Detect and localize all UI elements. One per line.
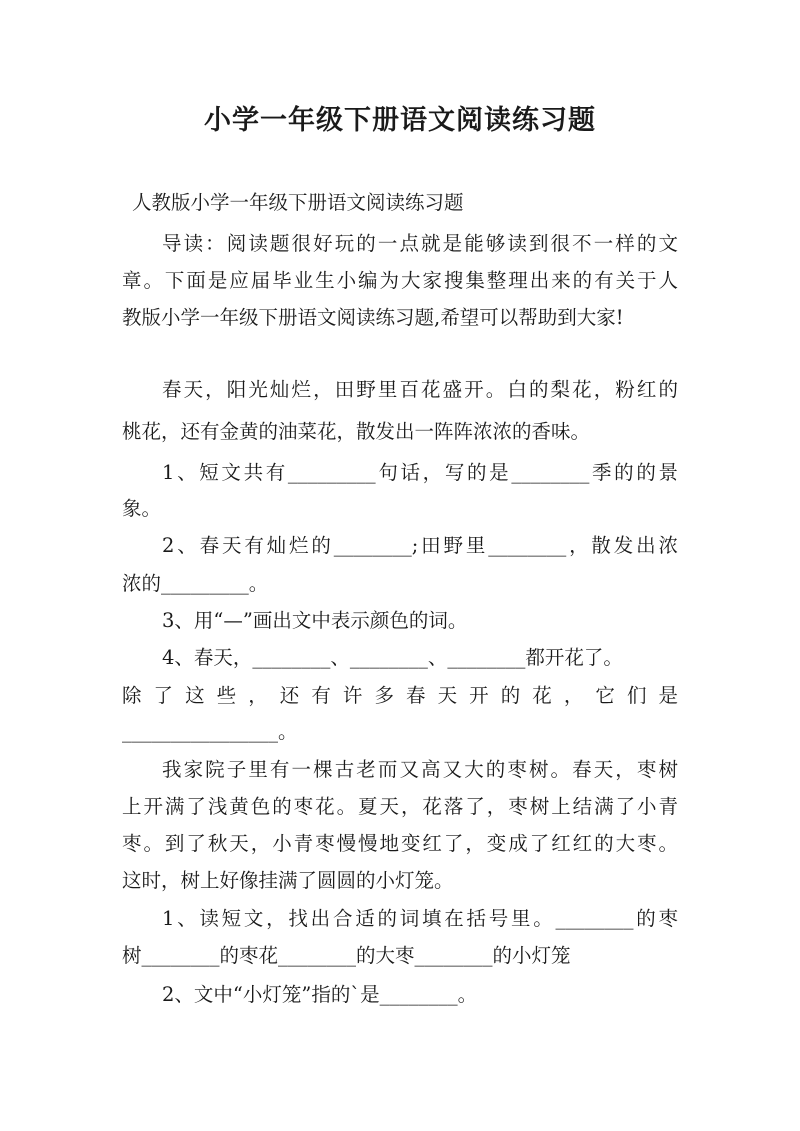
intro-line-1: 导读：阅读题很好玩的一点就是能够读到很不一样的文 <box>162 232 678 255</box>
question4-line-1: 4、春天，________、________、________都开花了。 <box>162 646 623 669</box>
question2-line-1: 2、春天有灿烂的________;田野里________，散发出浓 <box>162 534 678 557</box>
question1-line-1: 1、短文共有_________句话，写的是________季的的景 <box>162 461 678 484</box>
question2-1-line-2: 树________的枣花________的大枣________的小灯笼 <box>122 944 571 967</box>
passage1-line-2: 桃花，还有金黄的油菜花，散发出一阵阵浓浓的香味。 <box>122 420 591 443</box>
question1-line-2: 象。 <box>122 497 162 520</box>
question2-line-2: 浓的_________。 <box>122 572 269 595</box>
question3: 3、用“—”画出文中表示颜色的词。 <box>162 609 468 632</box>
question2-1-line-1: 1、读短文，找出合适的词填在括号里。________的枣 <box>162 907 678 930</box>
passage2-line-2: 上开满了浅黄色的枣花。夏天，花落了，枣树上结满了小青 <box>122 795 678 818</box>
passage2-line-3: 枣。到了秋天，小青枣慢慢地变红了，变成了红红的大枣。 <box>122 832 678 855</box>
passage2-line-1: 我家院子里有一棵古老而又高又大的枣树。春天，枣树 <box>162 758 678 781</box>
subtitle: 人教版小学一年级下册语文阅读练习题 <box>132 191 464 214</box>
question2-2: 2、文中“小灯笼”指的`是________。 <box>162 983 478 1006</box>
intro-line-2: 章。下面是应届毕业生小编为大家搜集整理出来的有关于人 <box>122 269 678 292</box>
question4-line-2: 除 了 这 些 ， 还 有 许 多 春 天 开 的 花 ， 它 们 是 <box>122 684 678 707</box>
question4-line-3: ________________。 <box>122 720 298 743</box>
intro-line-3: 教版小学一年级下册语文阅读练习题,希望可以帮助到大家! <box>122 306 624 329</box>
passage1-line-1: 春天，阳光灿烂，田野里百花盛开。白的梨花，粉红的 <box>162 378 678 401</box>
passage2-line-4: 这时，树上好像挂满了圆圆的小灯笼。 <box>122 869 454 892</box>
page-title: 小学一年级下册语文阅读练习题 <box>204 105 596 136</box>
